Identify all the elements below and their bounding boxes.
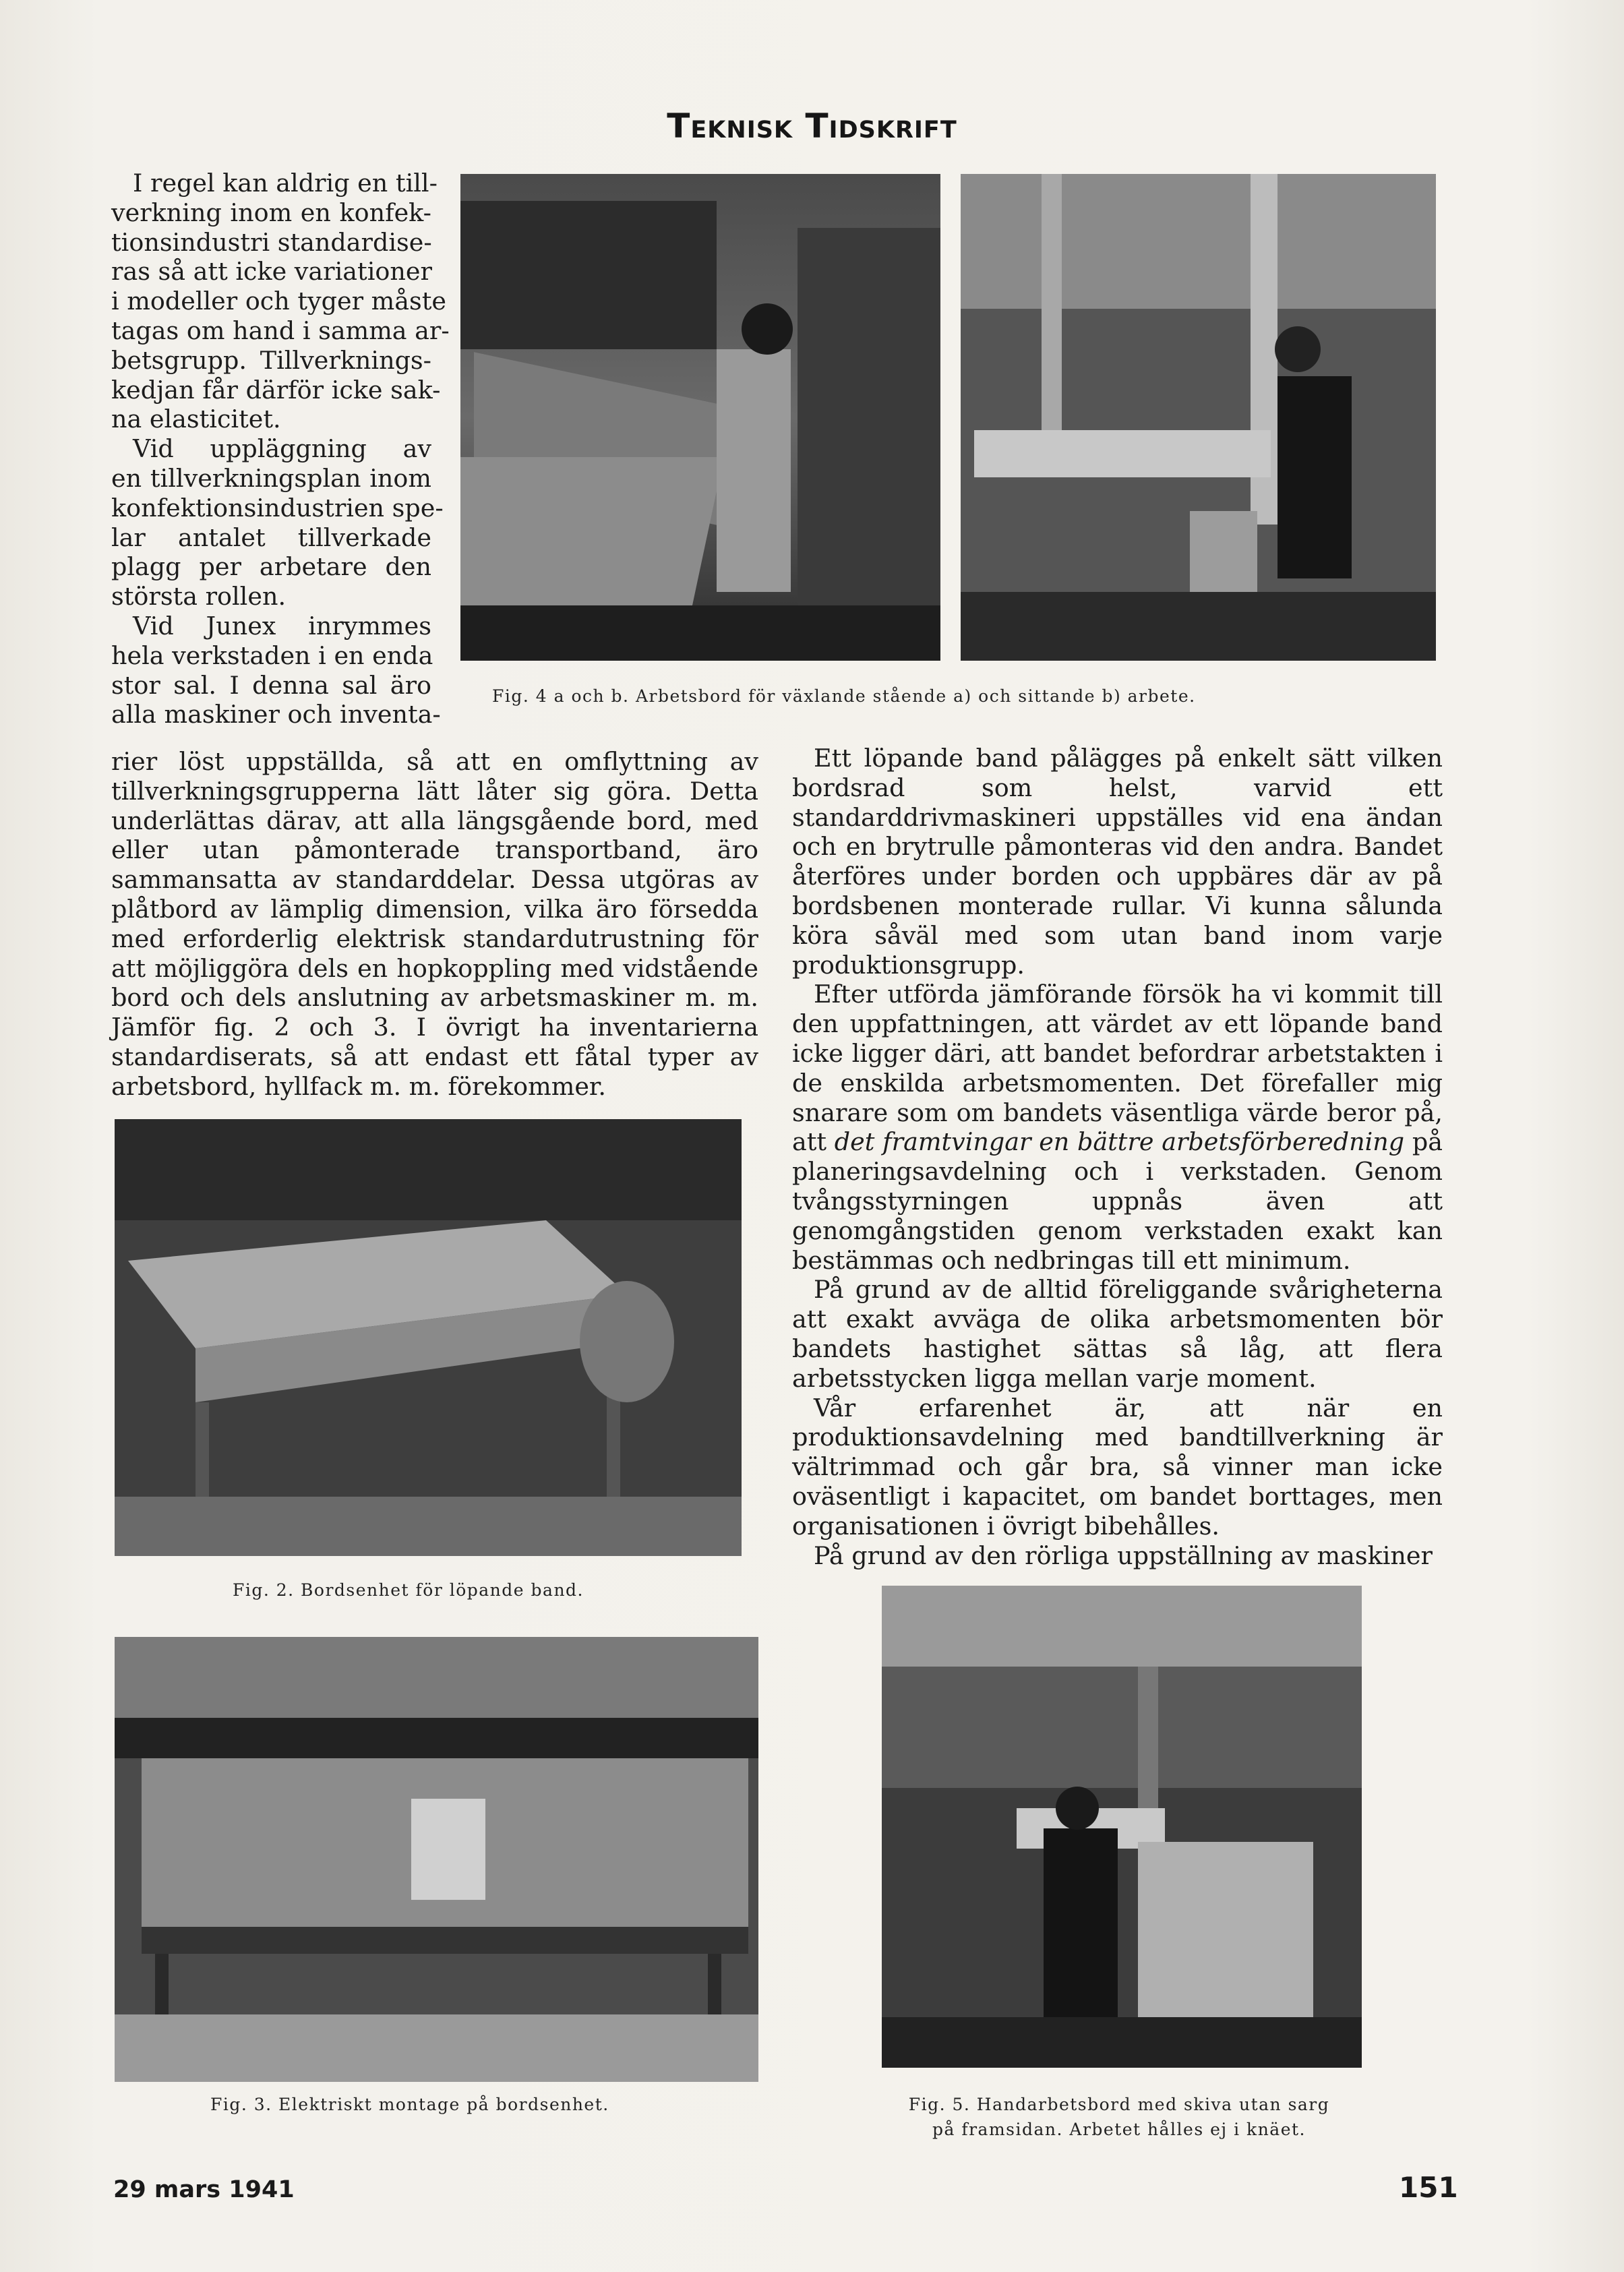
figure-5-caption-line: på framsidan. Arbetet hålles ej i knäet.: [932, 2120, 1306, 2139]
intro-column: [111, 169, 450, 729]
figure-2-caption: Fig. 2. Bordsenhet för löpande band.: [233, 1580, 584, 1600]
figure-5-caption: [883, 2092, 1355, 2142]
intro-line: konfektionsindustrien spe-: [111, 493, 444, 522]
intro-line: kedjan får därför icke sak-: [111, 375, 441, 405]
left-column-text: [111, 747, 758, 1102]
intro-line: stor sal. I denna sal äro: [111, 670, 431, 700]
intro-line: tionsindustri standardise-: [111, 227, 432, 257]
right-paragraph-4: Vår erfarenhet är, att när en produktionsavdelning med bandtillverkning är vältrimmad och går bra, så vinner man icke oväsentligt i kapacitet, om bandet borttages, men organisationen i övrigt bibehålles.: [792, 1393, 1443, 1541]
emphasized-text: det framtvingar en bättre arbetsförberedning: [834, 1127, 1405, 1157]
intro-line: hela verkstaden i en enda: [111, 640, 433, 670]
intro-line: största rollen.: [111, 582, 287, 611]
intro-line: verkning inom en konfek-: [111, 198, 431, 227]
intro-line: betsgrupp. Tillverknings-: [111, 345, 431, 375]
photo-fig4a-standing-work: [460, 174, 940, 661]
intro-line: Vid Junex inrymmes: [133, 611, 431, 640]
photo-fig5-handwork-table: [882, 1586, 1362, 2068]
photo-fig4b-seated-work: [961, 174, 1436, 661]
figure-3-caption: Fig. 3. Elektriskt montage på bordsenhet.: [210, 2095, 609, 2114]
intro-line: alla maskiner och inventa-: [111, 700, 441, 729]
right-paragraph-3: På grund av de alltid föreliggande svårigheterna att exakt avväga de olika arbetsmomenten bör bandets hastighet sättas så låg, att flera arbetsstycken ligga mellan varje moment.: [792, 1275, 1443, 1393]
right-paragraph-5: På grund av den rörliga uppställning av maskiner: [814, 1541, 1433, 1570]
intro-line: i modeller och tyger måste: [111, 287, 447, 316]
intro-line: Vid uppläggning av: [133, 434, 431, 464]
intro-line: I regel kan aldrig en till-: [133, 169, 438, 198]
intro-line: tagas om hand i samma ar-: [111, 316, 450, 345]
photo-fig2-table-unit: [115, 1119, 742, 1556]
figure-4-caption: Fig. 4 a och b. Arbetsbord för växlande stående a) och sittande b) arbete.: [492, 686, 1196, 706]
right-paragraph-1: Ett löpande band pålägges på enkelt sätt vilken bordsrad som helst, varvid ett standarddrivmaskineri uppställes vid ena ändan och en brytrulle påmonteras vid den andra. Bandet återföres under borden och uppbäres där av på bordsbenen monterade rullar. Vi kunna sålunda köra såväl med som utan band inom varje produktionsgrupp.: [792, 744, 1443, 980]
issue-date: 29 mars 1941: [113, 2176, 295, 2203]
intro-line: en tillverkningsplan inom: [111, 463, 431, 493]
right-column-text: [792, 744, 1443, 1570]
intro-line: plagg per arbetare den: [111, 552, 431, 582]
masthead: Teknisk Tidskrift: [667, 107, 957, 146]
figure-5-caption-line: Fig. 5. Handarbetsbord med skiva utan sarg: [908, 2095, 1330, 2114]
intro-line: na elasticitet.: [111, 405, 281, 434]
left-paragraph: rier löst uppställda, så att en omflyttning av tillverkningsgrupperna lätt låter sig göra. Detta underlättas därav, att alla längsgående bord, med eller utan påmonterade transportband, äro sammansatta av standarddelar. Dessa utgöras av plåtbord av lämplig dimension, vilka äro försedda med erforderlig elektrisk standardutrustning för att möjliggöra dels en hopkoppling med vidstående bord och dels anslutning av arbetsmaskiner m. m. Jämför fig. 2 och 3. I övrigt ha inventarierna standardiserats, så att endast ett fåtal typer av arbetsbord, hyllfack m. m. förekommer.: [111, 747, 758, 1101]
intro-line: ras så att icke variationer: [111, 257, 432, 287]
page-number: 151: [1399, 2171, 1458, 2204]
photo-fig3-electrical-montage: [115, 1637, 758, 2082]
right-paragraph-2: [792, 980, 1443, 1275]
intro-line: lar antalet tillverkade: [111, 522, 431, 552]
right-paragraph-2-text-end: på planeringsavdelning och i verkstaden. Genom tvångsstyrningen uppnås även att genomgångstiden genom verkstaden exakt kan bestämmas och nedbringas till ett minimum.: [792, 1127, 1443, 1275]
right-paragraph-2-text: Efter utförda jämförande försök ha vi kommit till den uppfattningen, att värdet av ett löpande band icke ligger däri, att bandet befordrar arbetstakten i de enskilda arbetsmomenten. Det förefaller mig snarare som om bandets väsentliga värde beror på, att: [792, 980, 1443, 1157]
